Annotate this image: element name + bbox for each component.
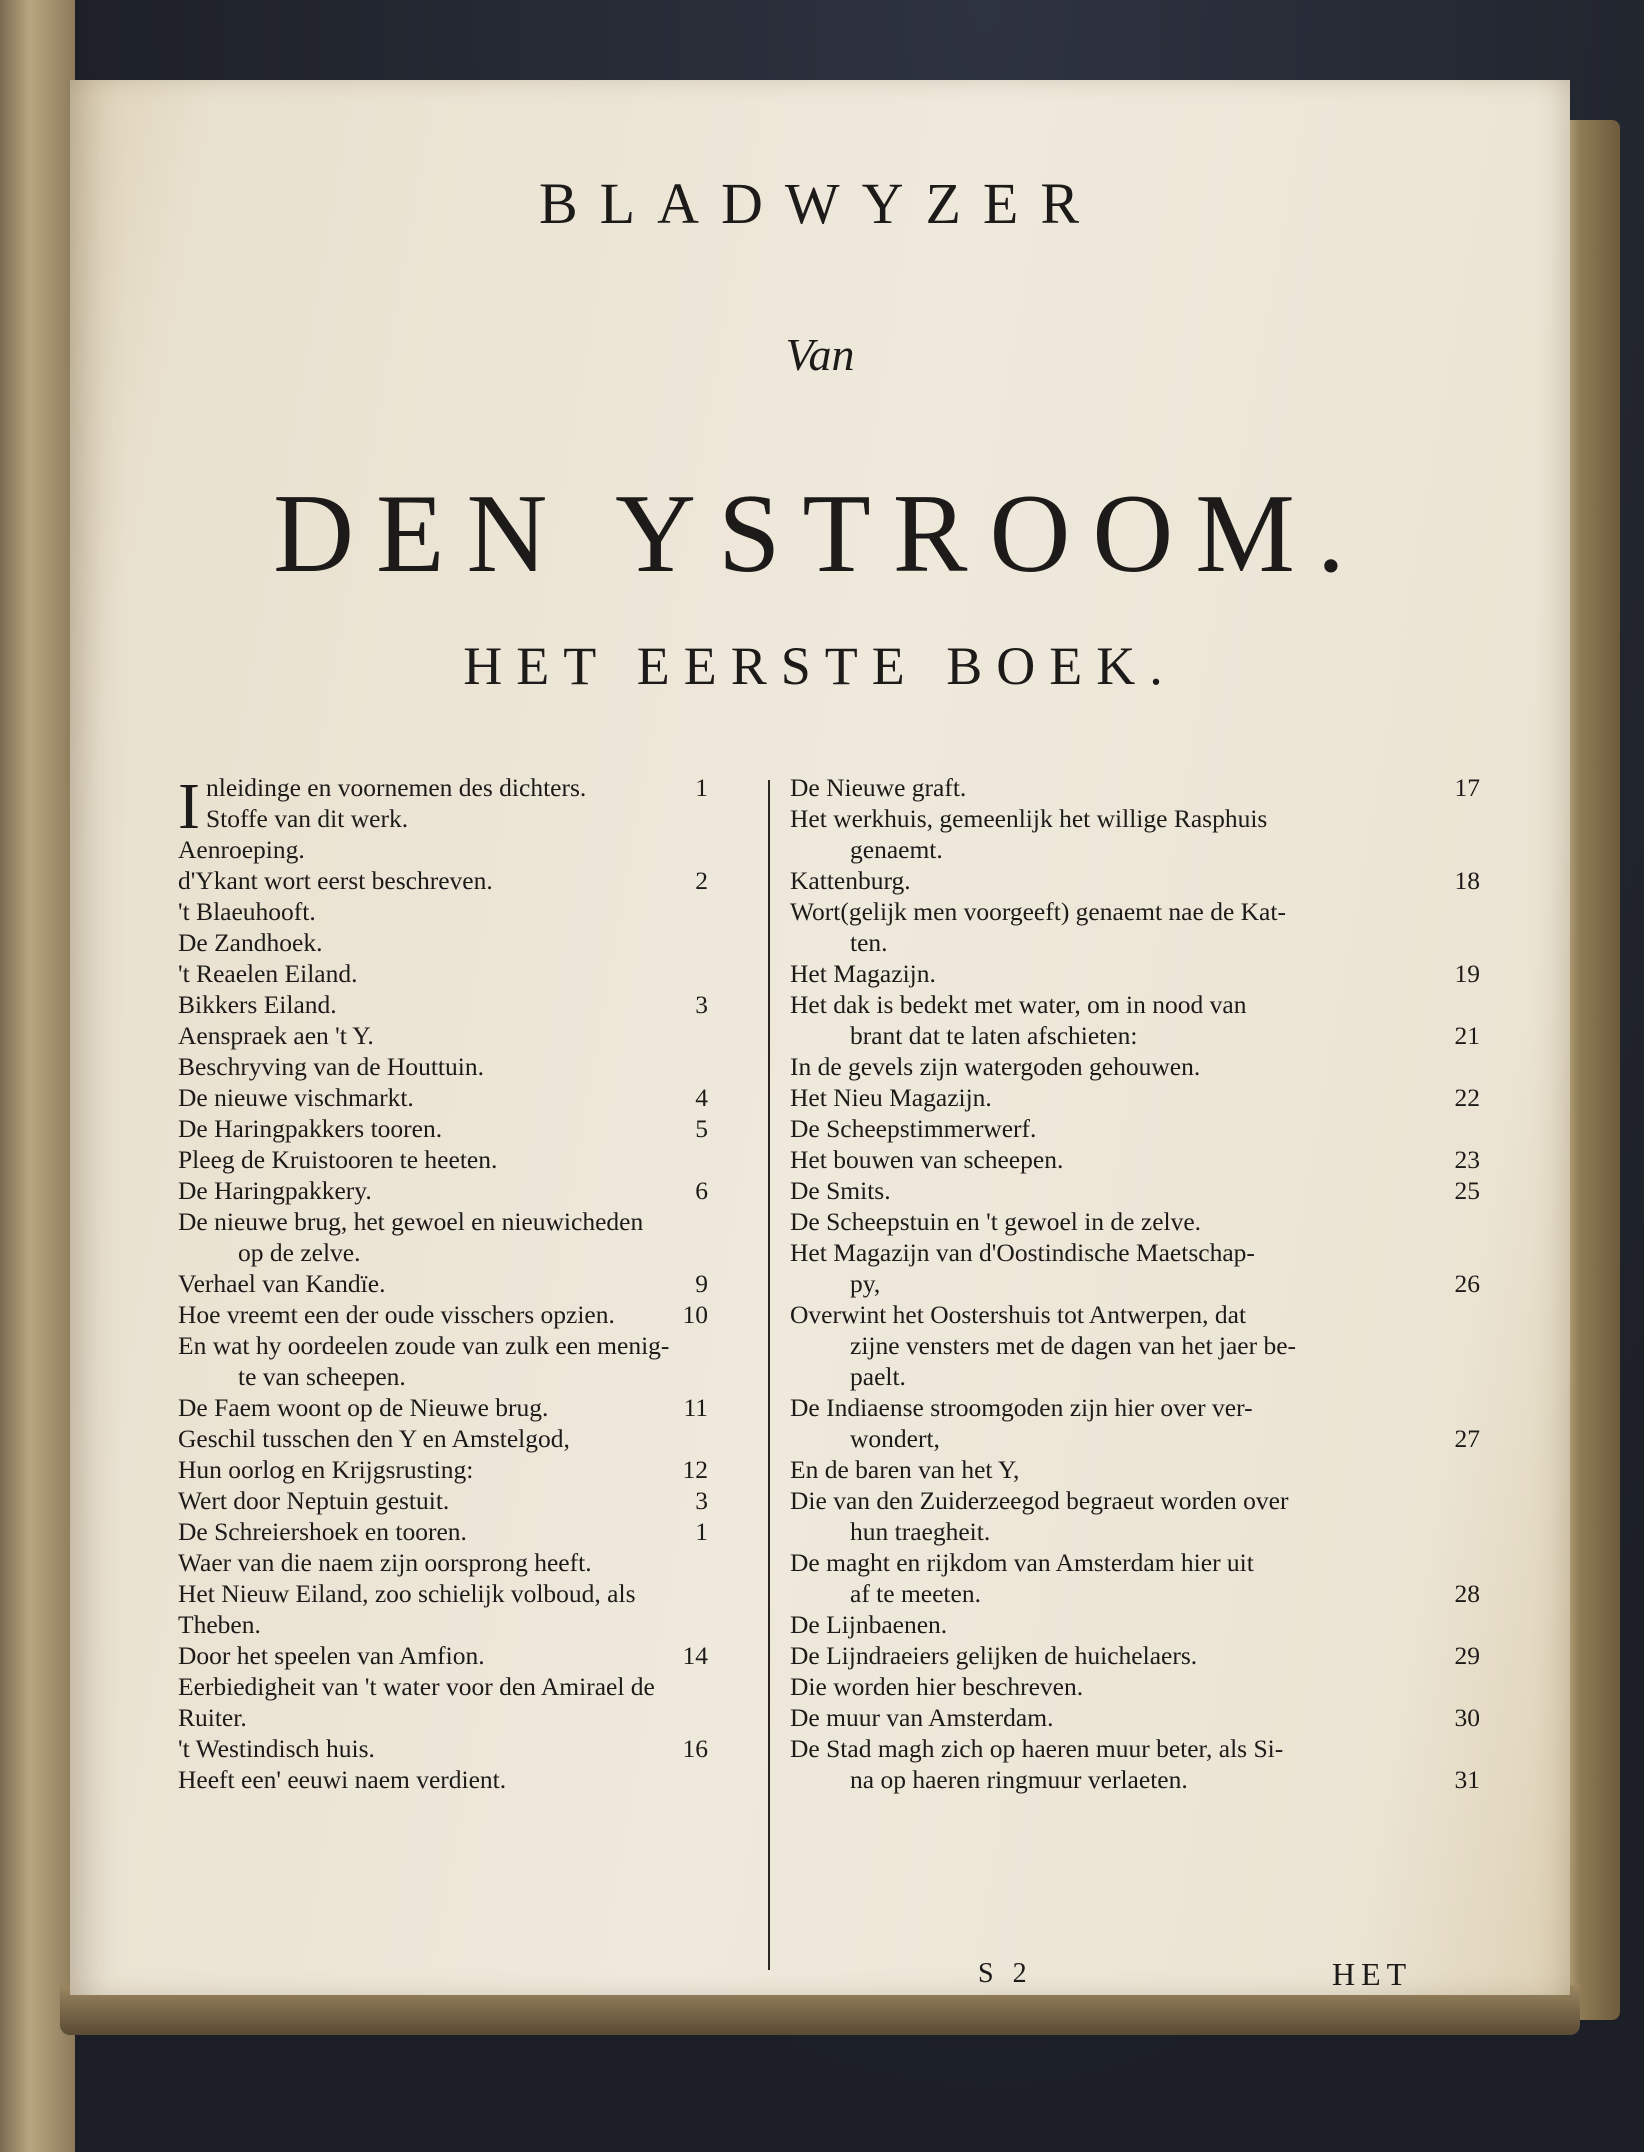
entry-text: d'Ykant wort eerst beschreven. <box>178 866 493 895</box>
entry-page-number: 23 <box>1454 1145 1480 1174</box>
entry-text: Theben. <box>178 1610 261 1639</box>
index-entry <box>790 1051 1480 1082</box>
entry-text: De Scheepstuin en 't gewoel in de zelve. <box>790 1207 1202 1236</box>
index-entry <box>178 1702 708 1733</box>
entry-page-number: 3 <box>695 1486 708 1515</box>
entry-text: Hoe vreemt een der oude visschers opzien. <box>178 1300 615 1329</box>
entry-text: Verhael van Kandïe. <box>178 1269 386 1298</box>
drop-cap: I <box>178 770 200 843</box>
index-entry <box>790 1082 1480 1113</box>
entry-text: De Faem woont op de Nieuwe brug. <box>178 1393 549 1422</box>
entry-text: 't Westindisch huis. <box>178 1734 375 1763</box>
main-title: DEN YSTROOM. <box>273 472 1367 596</box>
index-entry <box>178 1671 708 1702</box>
entry-page-number: 2 <box>695 866 708 895</box>
index-entry <box>178 1144 708 1175</box>
index-entry <box>178 834 708 865</box>
index-entry <box>790 1702 1480 1733</box>
index-entry <box>790 772 1480 803</box>
entry-text: De nieuwe vischmarkt. <box>178 1083 414 1112</box>
index-entry <box>178 1609 708 1640</box>
entry-page-number: 18 <box>1454 866 1480 895</box>
entry-text: De Indiaense stroomgoden zijn hier over ver- <box>790 1393 1253 1422</box>
entry-page-number: 28 <box>1454 1579 1480 1608</box>
entry-text: py, <box>850 1269 881 1298</box>
entry-text: 't Blaeuhooft. <box>178 897 316 926</box>
entry-text: De Lijnbaenen. <box>790 1610 948 1639</box>
index-entry <box>790 803 1480 834</box>
entry-text: De Smits. <box>790 1176 891 1205</box>
entry-text: De Scheepstimmerwerf. <box>790 1114 1037 1143</box>
entry-text: Eerbiedigheit van 't water voor den Amirael de <box>178 1672 655 1701</box>
entry-text: De muur van Amsterdam. <box>790 1703 1054 1732</box>
entry-text: Ruiter. <box>178 1703 247 1732</box>
index-entry <box>178 896 708 927</box>
entry-text: Pleeg de Kruistooren te heeten. <box>178 1145 498 1174</box>
index-entry <box>178 958 708 989</box>
index-entry <box>178 1051 708 1082</box>
entry-text: De Zandhoek. <box>178 928 323 957</box>
entry-text: De Lijndraeiers gelijken de huichelaers. <box>790 1641 1198 1670</box>
entry-text: De nieuwe brug, het gewoel en nieuwicheden <box>178 1207 644 1236</box>
heading-van: Van <box>785 329 855 380</box>
signature-mark: S 2 <box>978 1958 1033 1989</box>
index-entry <box>178 1237 708 1268</box>
index-entry <box>178 1175 708 1206</box>
index-entry <box>790 1764 1480 1795</box>
index-entry <box>790 1206 1480 1237</box>
entry-text: Kattenburg. <box>790 866 911 895</box>
index-entry <box>178 1733 708 1764</box>
index-entry <box>790 989 1480 1020</box>
entry-text: Het Magazijn van d'Oostindische Maetschap- <box>790 1238 1255 1267</box>
index-column-right <box>790 772 1480 1795</box>
entry-text: Het Magazijn. <box>790 959 936 988</box>
entry-text: na op haeren ringmuur verlaeten. <box>850 1765 1188 1794</box>
index-entry <box>790 927 1480 958</box>
entry-text: Heeft een' eeuwi naem verdient. <box>178 1765 507 1794</box>
index-entry <box>790 834 1480 865</box>
index-column-left <box>178 772 708 1795</box>
entry-text: Het dak is bedekt met water, om in nood van <box>790 990 1247 1019</box>
entry-page-number: 26 <box>1454 1269 1480 1298</box>
index-entry <box>178 1268 708 1299</box>
entry-text: Overwint het Oostershuis tot Antwerpen, dat <box>790 1300 1247 1329</box>
entry-text: Die van den Zuiderzeegod begraeut worden over <box>790 1486 1289 1515</box>
index-entry <box>178 1082 708 1113</box>
entry-text: Waer van die naem zijn oorsprong heeft. <box>178 1548 592 1577</box>
index-entry <box>178 865 708 896</box>
entry-page-number: 17 <box>1454 773 1480 802</box>
entry-text: brant dat te laten afschieten: <box>850 1021 1138 1050</box>
index-entry <box>178 1640 708 1671</box>
entry-text: Stoffe van dit werk. <box>206 804 409 833</box>
index-entry <box>178 1299 708 1330</box>
index-entry <box>790 1454 1480 1485</box>
entry-text: Door het speelen van Amfion. <box>178 1641 485 1670</box>
entry-page-number: 25 <box>1454 1176 1480 1205</box>
entry-page-number: 5 <box>695 1114 708 1143</box>
index-entry <box>790 1113 1480 1144</box>
entry-page-number: 1 <box>695 773 708 802</box>
entry-text: Het werkhuis, gemeenlijk het willige Rasphuis <box>790 804 1268 833</box>
index-entry <box>178 1578 708 1609</box>
catchword: HET <box>1332 1956 1413 1992</box>
entry-text: Het Nieu Magazijn. <box>790 1083 992 1112</box>
index-entry <box>178 1454 708 1485</box>
entry-text: Geschil tusschen den Y en Amstelgod, <box>178 1424 570 1453</box>
index-entry <box>790 1237 1480 1268</box>
entry-text: Aenspraek aen 't Y. <box>178 1021 374 1050</box>
index-entry <box>790 1392 1480 1423</box>
entry-page-number: 29 <box>1454 1641 1480 1670</box>
entry-text: zijne vensters met de dagen van het jaer be- <box>850 1331 1297 1360</box>
entry-text: De Schreiershoek en tooren. <box>178 1517 467 1546</box>
entry-text: nleidinge en voornemen des dichters. <box>206 773 587 802</box>
column-divider <box>768 780 770 1970</box>
entry-text: af te meeten. <box>850 1579 981 1608</box>
index-entry <box>178 1547 708 1578</box>
index-entry <box>790 896 1480 927</box>
entry-text: Het Nieuw Eiland, zoo schielijk volboud, als <box>178 1579 636 1608</box>
index-entry <box>790 1516 1480 1547</box>
entry-page-number: 11 <box>683 1393 708 1422</box>
entry-text: Wort(gelijk men voorgeeft) genaemt nae de Kat- <box>790 897 1286 926</box>
index-entry <box>790 1299 1480 1330</box>
index-entry <box>790 1640 1480 1671</box>
entry-text: Wert door Neptuin gestuit. <box>178 1486 450 1515</box>
entry-text: In de gevels zijn watergoden gehouwen. <box>790 1052 1201 1081</box>
entry-page-number: 3 <box>695 990 708 1019</box>
entry-text: En de baren van het Y, <box>790 1455 1020 1484</box>
index-entry <box>790 865 1480 896</box>
entry-page-number: 30 <box>1454 1703 1480 1732</box>
entry-text: 't Reaelen Eiland. <box>178 959 358 988</box>
entry-page-number: 9 <box>695 1269 708 1298</box>
entry-text: hun traegheit. <box>850 1517 991 1546</box>
index-entry <box>790 1547 1480 1578</box>
index-entry <box>178 1423 708 1454</box>
entry-text: Die worden hier beschreven. <box>790 1672 1084 1701</box>
index-entry <box>178 1764 708 1795</box>
index-entry <box>790 1175 1480 1206</box>
entry-text: Het bouwen van scheepen. <box>790 1145 1064 1174</box>
index-entry <box>178 1361 708 1392</box>
index-entry <box>790 1578 1480 1609</box>
entry-page-number: 1 <box>695 1517 708 1546</box>
entry-text: genaemt. <box>850 835 943 864</box>
entry-page-number: 22 <box>1454 1083 1480 1112</box>
entry-text: De Nieuwe graft. <box>790 773 967 802</box>
index-entry <box>178 927 708 958</box>
entry-text: De Stad magh zich op haeren muur beter, als Si- <box>790 1734 1284 1763</box>
entry-page-number: 6 <box>695 1176 708 1205</box>
entry-page-number: 4 <box>695 1083 708 1112</box>
index-entry <box>790 1144 1480 1175</box>
entry-text: te van scheepen. <box>238 1362 406 1391</box>
index-entry <box>178 1485 708 1516</box>
index-entry <box>178 772 708 803</box>
index-entry <box>790 1671 1480 1702</box>
index-entry <box>178 1330 708 1361</box>
index-entry <box>790 1733 1480 1764</box>
book-title: HET EERSTE BOEK. <box>463 636 1177 696</box>
entry-page-number: 19 <box>1454 959 1480 988</box>
book-page <box>70 80 1570 1995</box>
index-entry <box>790 1609 1480 1640</box>
entry-page-number: 21 <box>1454 1021 1480 1050</box>
index-entry <box>790 958 1480 989</box>
index-entry <box>790 1485 1480 1516</box>
entry-page-number: 14 <box>682 1641 708 1670</box>
entry-text: De maght en rijkdom van Amsterdam hier uit <box>790 1548 1254 1577</box>
entry-text: Aenroeping. <box>178 835 305 864</box>
entry-page-number: 10 <box>682 1300 708 1329</box>
entry-text: En wat hy oordeelen zoude van zulk een menig- <box>178 1331 670 1360</box>
entry-page-number: 12 <box>682 1455 708 1484</box>
index-entry <box>790 1423 1480 1454</box>
index-entry <box>790 1361 1480 1392</box>
entry-text: Beschryving van de Houttuin. <box>178 1052 484 1081</box>
index-entry <box>178 1020 708 1051</box>
index-entry <box>790 1020 1480 1051</box>
index-entry <box>790 1330 1480 1361</box>
entry-page-number: 31 <box>1454 1765 1480 1794</box>
page-heading: BLADWYZER <box>538 171 1102 236</box>
entry-text: Hun oorlog en Krijgsrusting: <box>178 1455 474 1484</box>
index-entry <box>178 1516 708 1547</box>
index-entry <box>178 1392 708 1423</box>
left-page-edge <box>0 0 75 2152</box>
index-entry <box>790 1268 1480 1299</box>
entry-text: De Haringpakkery. <box>178 1176 372 1205</box>
entry-text: paelt. <box>850 1362 906 1391</box>
entry-page-number: 27 <box>1454 1424 1480 1453</box>
index-entry <box>178 803 708 834</box>
entry-text: wondert, <box>850 1424 940 1453</box>
index-entry <box>178 1113 708 1144</box>
index-entry <box>178 1206 708 1237</box>
entry-page-number: 16 <box>682 1734 708 1763</box>
entry-text: ten. <box>850 928 888 957</box>
index-entry <box>178 989 708 1020</box>
entry-text: Bikkers Eiland. <box>178 990 337 1019</box>
entry-text: op de zelve. <box>238 1238 361 1267</box>
entry-text: De Haringpakkers tooren. <box>178 1114 443 1143</box>
